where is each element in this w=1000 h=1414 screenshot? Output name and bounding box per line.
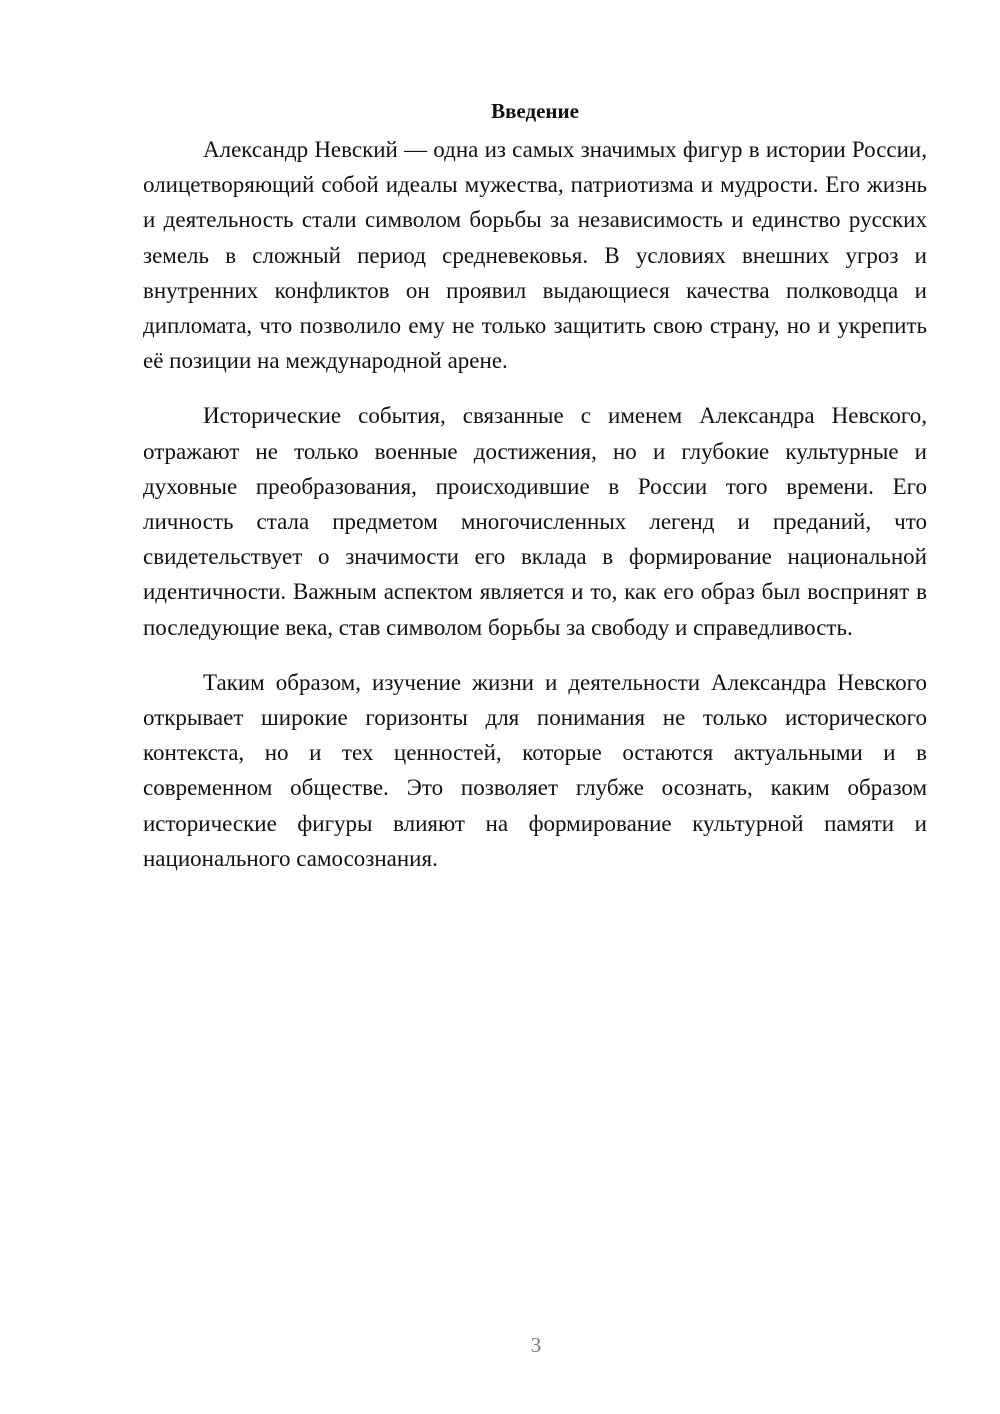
paragraph-3: Таким образом, изучение жизни и деятельности Александра Невского открывает широкие горизонты для понимания не только исторического контекста, но и тех ценностей, которые остаются актуальными и в современном обществе. Это позволяет глубже осознать, каким образом исторические фигуры влияют на формирование культурной памяти и национального самосознания. [143,669,927,871]
section-heading: Введение [491,99,579,123]
page-body [143,96,927,896]
page-number: 3 [530,1333,542,1357]
paragraph-2: Исторические события, связанные с именем Александра Невского, отражают не только военные достижения, но и глубокие культурные и духовные преобразования, происходившие в России того времени. Его личность стала предметом многочисленных легенд и преданий, что свидетельствует о значимости его вклада в формирование национальной идентичности. Важным аспектом является и то, как его образ был воспринят в последующие века, став символом борьбы за свободу и справедливость. [143,403,927,640]
paragraph-1: Александр Невский — одна из самых значимых фигур в истории России, олицетворяющий собой идеалы мужества, патриотизма и мудрости. Его жизнь и деятельность стали символом борьбы за независимость и единство русских земель в сложный период средневековья. В условиях внешних угроз и внутренних конфликтов он проявил выдающиеся качества полководца и дипломата, что позволило ему не только защитить свою страну, но и укрепить её позиции на международной арене. [143,137,927,374]
